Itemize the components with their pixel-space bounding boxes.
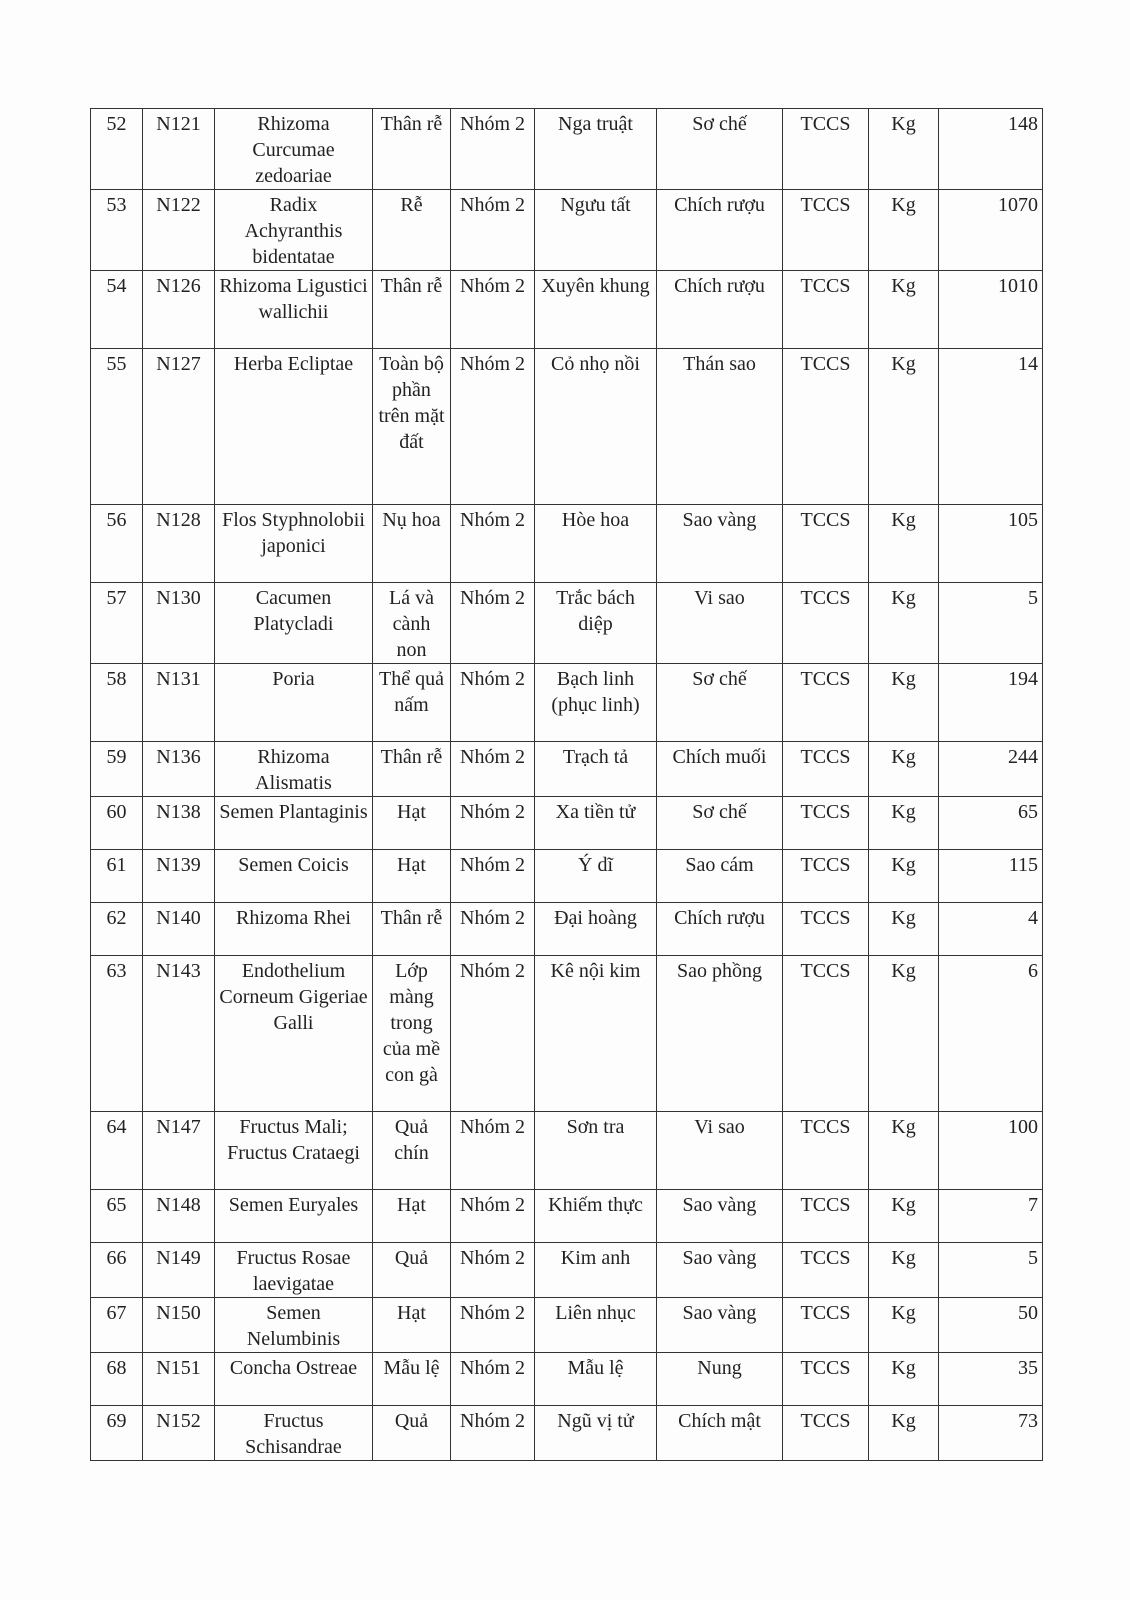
row-number: 55	[91, 349, 143, 505]
herb-table	[90, 108, 1043, 1461]
latin-name: Rhizoma Rhei	[215, 903, 373, 956]
quantity: 50	[939, 1298, 1043, 1353]
unit: Kg	[869, 271, 939, 349]
row-number: 54	[91, 271, 143, 349]
latin-name: Herba Ecliptae	[215, 349, 373, 505]
quantity: 7	[939, 1190, 1043, 1243]
plant-part: Thân rễ	[373, 742, 451, 797]
processing-method: Sơ chế	[657, 797, 783, 850]
item-code: N147	[143, 1112, 215, 1190]
item-code: N139	[143, 850, 215, 903]
row-number: 52	[91, 109, 143, 190]
standard: TCCS	[783, 1298, 869, 1353]
unit: Kg	[869, 349, 939, 505]
plant-part: Hạt	[373, 850, 451, 903]
plant-part: Thể quả nấm	[373, 664, 451, 742]
latin-name: Cacumen Platycladi	[215, 583, 373, 664]
row-number: 56	[91, 505, 143, 583]
table-row	[91, 956, 1043, 1112]
item-code: N140	[143, 903, 215, 956]
unit: Kg	[869, 1112, 939, 1190]
item-code: N126	[143, 271, 215, 349]
plant-part: Toàn bộ phần trên mặt đất	[373, 349, 451, 505]
item-code: N149	[143, 1243, 215, 1298]
plant-part: Rễ	[373, 190, 451, 271]
processing-method: Sao vàng	[657, 1298, 783, 1353]
processing-method: Sơ chế	[657, 664, 783, 742]
item-code: N143	[143, 956, 215, 1112]
table-row	[91, 1243, 1043, 1298]
processing-method: Chích muối	[657, 742, 783, 797]
latin-name: Rhizoma Ligustici wallichii	[215, 271, 373, 349]
quantity: 14	[939, 349, 1043, 505]
vietnamese-name: Hòe hoa	[535, 505, 657, 583]
quantity: 148	[939, 109, 1043, 190]
table-row	[91, 190, 1043, 271]
processing-method: Sao cám	[657, 850, 783, 903]
row-number: 66	[91, 1243, 143, 1298]
table-row	[91, 797, 1043, 850]
plant-part: Hạt	[373, 1298, 451, 1353]
item-code: N150	[143, 1298, 215, 1353]
standard: TCCS	[783, 271, 869, 349]
unit: Kg	[869, 664, 939, 742]
quantity: 73	[939, 1406, 1043, 1461]
plant-part: Quả	[373, 1243, 451, 1298]
group: Nhóm 2	[451, 797, 535, 850]
group: Nhóm 2	[451, 190, 535, 271]
group: Nhóm 2	[451, 271, 535, 349]
processing-method: Chích rượu	[657, 190, 783, 271]
unit: Kg	[869, 1298, 939, 1353]
processing-method: Sao vàng	[657, 1190, 783, 1243]
item-code: N148	[143, 1190, 215, 1243]
plant-part: Thân rễ	[373, 271, 451, 349]
table-row	[91, 1190, 1043, 1243]
item-code: N151	[143, 1353, 215, 1406]
standard: TCCS	[783, 956, 869, 1112]
latin-name: Semen Euryales	[215, 1190, 373, 1243]
latin-name: Radix Achyranthis bidentatae	[215, 190, 373, 271]
standard: TCCS	[783, 903, 869, 956]
table-row	[91, 903, 1043, 956]
unit: Kg	[869, 797, 939, 850]
group: Nhóm 2	[451, 1112, 535, 1190]
plant-part: Lớp màng trong của mề con gà	[373, 956, 451, 1112]
group: Nhóm 2	[451, 1243, 535, 1298]
processing-method: Chích mật	[657, 1406, 783, 1461]
quantity: 244	[939, 742, 1043, 797]
group: Nhóm 2	[451, 664, 535, 742]
table-row	[91, 505, 1043, 583]
quantity: 5	[939, 1243, 1043, 1298]
vietnamese-name: Ngưu tất	[535, 190, 657, 271]
table-row	[91, 349, 1043, 505]
unit: Kg	[869, 742, 939, 797]
latin-name: Endothelium Corneum Gigeriae Galli	[215, 956, 373, 1112]
latin-name: Fructus Schisandrae	[215, 1406, 373, 1461]
quantity: 100	[939, 1112, 1043, 1190]
plant-part: Hạt	[373, 1190, 451, 1243]
unit: Kg	[869, 1190, 939, 1243]
row-number: 61	[91, 850, 143, 903]
processing-method: Chích rượu	[657, 271, 783, 349]
standard: TCCS	[783, 349, 869, 505]
latin-name: Fructus Rosae laevigatae	[215, 1243, 373, 1298]
row-number: 62	[91, 903, 143, 956]
vietnamese-name: Sơn tra	[535, 1112, 657, 1190]
table-row	[91, 1112, 1043, 1190]
processing-method: Vi sao	[657, 1112, 783, 1190]
table-row	[91, 583, 1043, 664]
latin-name: Poria	[215, 664, 373, 742]
group: Nhóm 2	[451, 850, 535, 903]
vietnamese-name: Kê nội kim	[535, 956, 657, 1112]
item-code: N122	[143, 190, 215, 271]
standard: TCCS	[783, 190, 869, 271]
item-code: N130	[143, 583, 215, 664]
plant-part: Quả chín	[373, 1112, 451, 1190]
latin-name: Concha Ostreae	[215, 1353, 373, 1406]
group: Nhóm 2	[451, 742, 535, 797]
quantity: 4	[939, 903, 1043, 956]
vietnamese-name: Xuyên khung	[535, 271, 657, 349]
vietnamese-name: Liên nhục	[535, 1298, 657, 1353]
vietnamese-name: Ngũ vị tử	[535, 1406, 657, 1461]
quantity: 1010	[939, 271, 1043, 349]
group: Nhóm 2	[451, 109, 535, 190]
table-row	[91, 1406, 1043, 1461]
item-code: N127	[143, 349, 215, 505]
unit: Kg	[869, 190, 939, 271]
table-row	[91, 1353, 1043, 1406]
standard: TCCS	[783, 850, 869, 903]
standard: TCCS	[783, 583, 869, 664]
vietnamese-name: Nga truật	[535, 109, 657, 190]
row-number: 58	[91, 664, 143, 742]
row-number: 53	[91, 190, 143, 271]
standard: TCCS	[783, 1190, 869, 1243]
quantity: 35	[939, 1353, 1043, 1406]
standard: TCCS	[783, 1406, 869, 1461]
row-number: 60	[91, 797, 143, 850]
vietnamese-name: Đại hoàng	[535, 903, 657, 956]
plant-part: Lá và cành non	[373, 583, 451, 664]
group: Nhóm 2	[451, 505, 535, 583]
table-row	[91, 742, 1043, 797]
latin-name: Rhizoma Curcumae zedoariae	[215, 109, 373, 190]
processing-method: Vi sao	[657, 583, 783, 664]
vietnamese-name: Kim anh	[535, 1243, 657, 1298]
row-number: 59	[91, 742, 143, 797]
standard: TCCS	[783, 742, 869, 797]
group: Nhóm 2	[451, 956, 535, 1112]
unit: Kg	[869, 850, 939, 903]
processing-method: Sao vàng	[657, 505, 783, 583]
table-row	[91, 109, 1043, 190]
quantity: 194	[939, 664, 1043, 742]
standard: TCCS	[783, 109, 869, 190]
processing-method: Sơ chế	[657, 109, 783, 190]
row-number: 57	[91, 583, 143, 664]
table-row	[91, 664, 1043, 742]
quantity: 105	[939, 505, 1043, 583]
vietnamese-name: Cỏ nhọ nồi	[535, 349, 657, 505]
processing-method: Sao phồng	[657, 956, 783, 1112]
item-code: N138	[143, 797, 215, 850]
plant-part: Thân rễ	[373, 109, 451, 190]
group: Nhóm 2	[451, 1406, 535, 1461]
quantity: 6	[939, 956, 1043, 1112]
item-code: N131	[143, 664, 215, 742]
latin-name: Rhizoma Alismatis	[215, 742, 373, 797]
group: Nhóm 2	[451, 903, 535, 956]
latin-name: Semen Coicis	[215, 850, 373, 903]
standard: TCCS	[783, 1243, 869, 1298]
quantity: 5	[939, 583, 1043, 664]
table-row	[91, 850, 1043, 903]
quantity: 65	[939, 797, 1043, 850]
unit: Kg	[869, 956, 939, 1112]
processing-method: Thán sao	[657, 349, 783, 505]
plant-part: Hạt	[373, 797, 451, 850]
item-code: N128	[143, 505, 215, 583]
plant-part: Mẫu lệ	[373, 1353, 451, 1406]
table-row	[91, 271, 1043, 349]
unit: Kg	[869, 1406, 939, 1461]
row-number: 69	[91, 1406, 143, 1461]
row-number: 65	[91, 1190, 143, 1243]
item-code: N121	[143, 109, 215, 190]
vietnamese-name: Khiếm thực	[535, 1190, 657, 1243]
latin-name: Flos Styphnolobii japonici	[215, 505, 373, 583]
vietnamese-name: Trắc bách diệp	[535, 583, 657, 664]
row-number: 63	[91, 956, 143, 1112]
unit: Kg	[869, 505, 939, 583]
latin-name: Semen Plantaginis	[215, 797, 373, 850]
quantity: 115	[939, 850, 1043, 903]
row-number: 68	[91, 1353, 143, 1406]
group: Nhóm 2	[451, 349, 535, 505]
group: Nhóm 2	[451, 1353, 535, 1406]
item-code: N152	[143, 1406, 215, 1461]
group: Nhóm 2	[451, 1298, 535, 1353]
unit: Kg	[869, 1353, 939, 1406]
plant-part: Nụ hoa	[373, 505, 451, 583]
vietnamese-name: Mẫu lệ	[535, 1353, 657, 1406]
item-code: N136	[143, 742, 215, 797]
table-body	[91, 109, 1043, 1461]
unit: Kg	[869, 1243, 939, 1298]
standard: TCCS	[783, 1112, 869, 1190]
vietnamese-name: Bạch linh (phục linh)	[535, 664, 657, 742]
unit: Kg	[869, 583, 939, 664]
latin-name: Semen Nelumbinis	[215, 1298, 373, 1353]
quantity: 1070	[939, 190, 1043, 271]
plant-part: Thân rễ	[373, 903, 451, 956]
standard: TCCS	[783, 797, 869, 850]
group: Nhóm 2	[451, 583, 535, 664]
latin-name: Fructus Mali; Fructus Crataegi	[215, 1112, 373, 1190]
processing-method: Chích rượu	[657, 903, 783, 956]
unit: Kg	[869, 903, 939, 956]
row-number: 64	[91, 1112, 143, 1190]
table-row	[91, 1298, 1043, 1353]
processing-method: Sao vàng	[657, 1243, 783, 1298]
processing-method: Nung	[657, 1353, 783, 1406]
standard: TCCS	[783, 505, 869, 583]
vietnamese-name: Ý dĩ	[535, 850, 657, 903]
unit: Kg	[869, 109, 939, 190]
standard: TCCS	[783, 1353, 869, 1406]
standard: TCCS	[783, 664, 869, 742]
group: Nhóm 2	[451, 1190, 535, 1243]
plant-part: Quả	[373, 1406, 451, 1461]
vietnamese-name: Xa tiền tử	[535, 797, 657, 850]
row-number: 67	[91, 1298, 143, 1353]
vietnamese-name: Trạch tả	[535, 742, 657, 797]
